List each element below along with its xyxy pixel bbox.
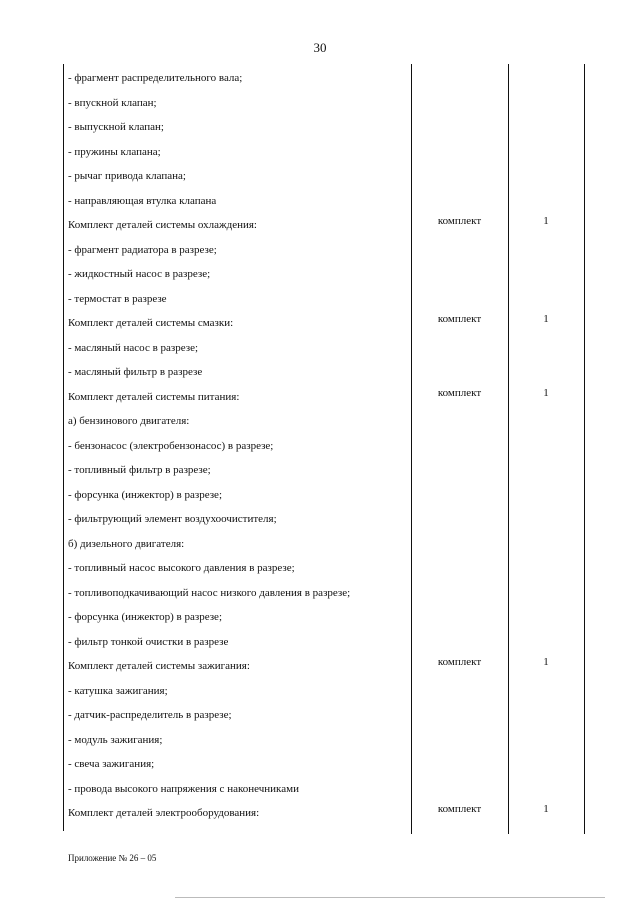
table-row	[68, 679, 588, 704]
table-row	[68, 483, 588, 508]
item-name: - термостат в разрезе	[68, 292, 167, 305]
item-unit: комплект	[437, 386, 482, 399]
table-row	[68, 262, 588, 287]
item-quantity: 1	[543, 803, 549, 815]
table-row	[68, 238, 588, 263]
item-name: - модуль зажигания;	[68, 733, 163, 746]
table-row	[68, 140, 588, 165]
item-unit: комплект	[437, 803, 482, 815]
item-name: - топливный фильтр в разрезе;	[68, 464, 211, 476]
item-name: - провода высокого напряжения с наконечниками	[68, 782, 299, 795]
item-unit: комплект	[437, 215, 482, 227]
item-name: - направляющая втулка клапана	[68, 194, 217, 207]
table-row	[68, 752, 588, 777]
item-name: - форсунка (инжектор) в разрезе;	[68, 488, 222, 501]
table-row	[68, 728, 588, 753]
page-number: 30	[313, 40, 327, 55]
table-row	[68, 581, 588, 606]
item-quantity: 1	[543, 386, 549, 399]
item-name: б) дизельного двигателя:	[68, 537, 185, 550]
footer-appendix-label: Приложение № 26 – 05	[68, 853, 157, 863]
table-row	[68, 336, 588, 361]
item-name: Комплект деталей системы смазки:	[68, 317, 234, 329]
table-row	[68, 654, 588, 679]
item-name: - выпускной клапан;	[68, 121, 164, 133]
item-name: - топливоподкачивающий насос низкого давления в разрезе;	[68, 586, 351, 599]
table-row	[68, 556, 588, 581]
item-name: - масляный насос в разрезе;	[68, 341, 199, 354]
table-row	[68, 434, 588, 459]
table-border-left	[63, 64, 64, 831]
table-row	[68, 385, 588, 410]
item-name: - фильтр тонкой очистки в разрезе	[68, 635, 229, 648]
item-name: - форсунка (инжектор) в разрезе;	[68, 611, 222, 623]
item-name: - масляный фильтр в разрезе	[68, 366, 203, 378]
item-name: Комплект деталей электрооборудования:	[68, 807, 260, 819]
item-name: - фрагмент радиатора в разрезе;	[68, 243, 217, 256]
item-name: - топливный насос высокого давления в разрезе;	[68, 562, 295, 574]
item-name: - жидкостный насос в разрезе;	[68, 268, 211, 280]
table-row	[68, 91, 588, 116]
item-name: - катушка зажигания;	[68, 684, 168, 697]
item-name: - фильтрующий элемент воздухоочистителя;	[68, 513, 277, 525]
item-unit: комплект	[437, 313, 482, 325]
page-bottom-rule	[175, 897, 605, 898]
item-quantity: 1	[543, 313, 549, 325]
table-row	[68, 311, 588, 336]
item-unit: комплект	[437, 656, 482, 668]
table-row	[68, 115, 588, 140]
item-name: - датчик-распределитель в разрезе;	[68, 709, 232, 721]
item-name: - фрагмент распределительного вала;	[68, 72, 243, 84]
item-quantity: 1	[543, 215, 549, 227]
table-row	[68, 409, 588, 434]
table-row	[68, 801, 588, 826]
item-name: - пружины клапана;	[68, 145, 161, 158]
equipment-table	[68, 66, 588, 826]
table-row	[68, 605, 588, 630]
table-row	[68, 213, 588, 238]
table-row	[68, 507, 588, 532]
item-name: - свеча зажигания;	[68, 758, 155, 770]
table-row	[68, 532, 588, 557]
table-row	[68, 458, 588, 483]
item-name: - впускной клапан;	[68, 96, 157, 109]
table-row	[68, 66, 588, 91]
item-name: - бензонасос (электробензонасос) в разрезе;	[68, 439, 274, 452]
table-row	[68, 164, 588, 189]
item-name: Комплект деталей системы охлаждения:	[68, 219, 257, 231]
item-name: Комплект деталей системы зажигания:	[68, 660, 250, 672]
item-name: Комплект деталей системы питания:	[68, 390, 240, 403]
item-name: а) бензинового двигателя:	[68, 415, 190, 427]
table-row	[68, 703, 588, 728]
item-quantity: 1	[543, 656, 549, 668]
item-name: - рычаг привода клапана;	[68, 170, 186, 182]
